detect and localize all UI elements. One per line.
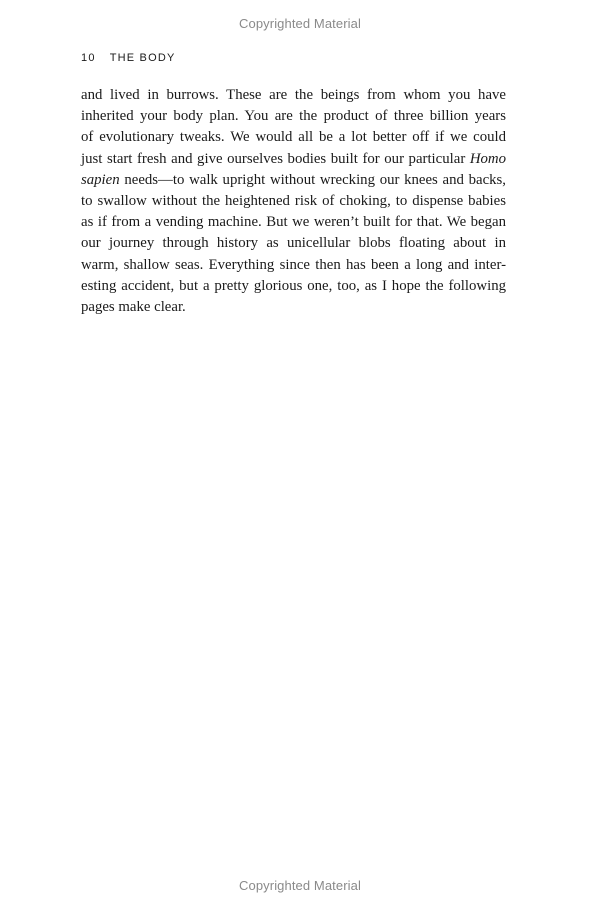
text-line: warm, shallow seas. Everything since then has been a long and inter- [81, 256, 506, 273]
italic-term: Homo [469, 150, 506, 167]
running-head [81, 52, 176, 64]
page-number: 10 [81, 52, 96, 64]
text-line: pages make clear. [81, 299, 186, 316]
copyright-watermark-bottom: Copyrighted Material [239, 878, 361, 893]
text-line [81, 170, 506, 191]
italic-term: sapien [81, 171, 120, 188]
text-line: our journey through history as unicellular blobs floating about in [81, 235, 506, 252]
text-line [81, 149, 506, 170]
text-line: esting accident, but a pretty glorious one, too, as I hope the following [81, 277, 506, 294]
body-paragraph [81, 85, 506, 318]
text-segment: just start fresh and give ourselves bodies built for our particular [81, 150, 466, 167]
text-segment: needs—to walk upright without wrecking our knees and backs, [124, 171, 506, 188]
text-line: of evolutionary tweaks. We would all be a lot better off if we could [81, 129, 506, 146]
text-line: to swallow without the heightened risk of choking, to dispense babies [81, 193, 506, 210]
text-line: and lived in burrows. These are the beings from whom you have [81, 87, 506, 103]
text-line: inherited your body plan. You are the product of three billion years [81, 108, 506, 125]
running-head-title: THE BODY [109, 52, 176, 64]
text-line: as if from a vending machine. But we weren’t built for that. We began [81, 214, 506, 231]
copyright-watermark-top: Copyrighted Material [239, 16, 361, 31]
